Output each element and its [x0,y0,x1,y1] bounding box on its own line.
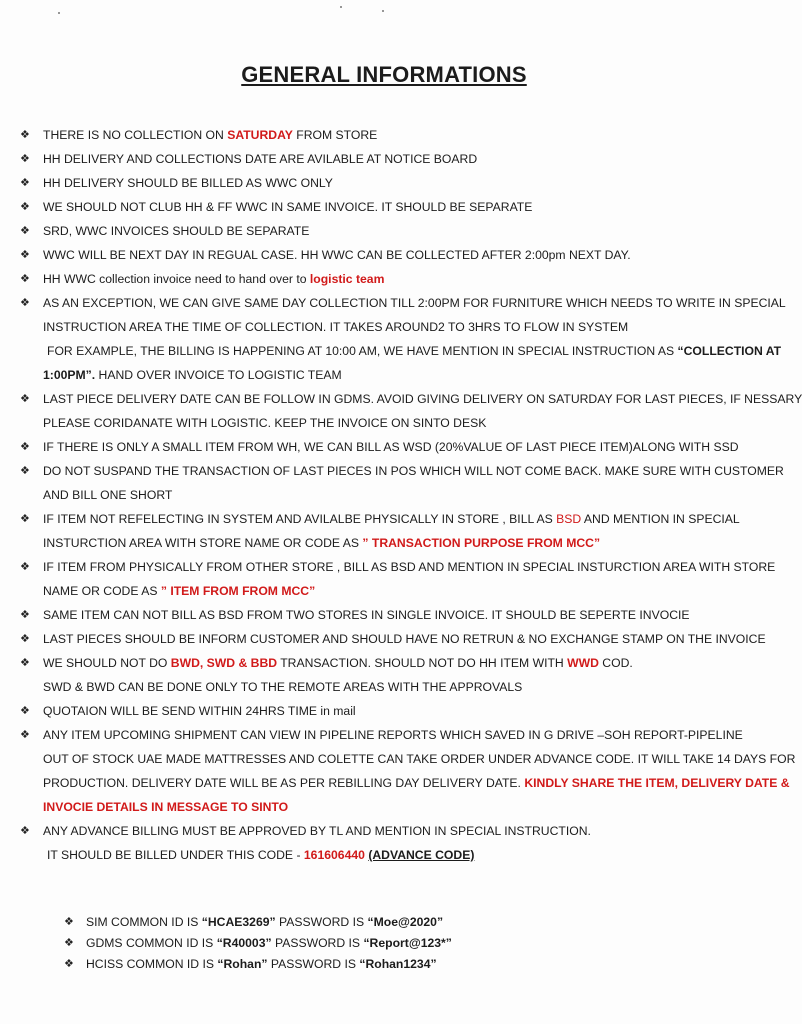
diamond-bullet-icon: ❖ [20,465,30,477]
scan-speck [340,6,342,8]
diamond-bullet-icon: ❖ [20,153,30,165]
diamond-bullet-icon: ❖ [20,201,30,213]
item-text: AND MENTION IN SPECIAL [581,512,740,526]
list-item [20,220,760,244]
diamond-bullet-icon: ❖ [20,729,30,741]
item-text: ANY ITEM UPCOMING SHIPMENT CAN VIEW IN PIPELINE REPORTS WHICH SAVED IN G DRIVE –SOH REPORT-PIPELINE [43,728,743,742]
item-text: WE SHOULD NOT CLUB HH & FF WWC IN SAME INVOICE. IT SHOULD BE SEPARATE [43,200,533,214]
credential-password: “Rohan1234” [359,957,437,971]
credentials-list [62,912,722,975]
diamond-bullet-icon: ❖ [20,705,30,717]
list-item [20,508,760,532]
credential-id: “R40003” [216,936,272,950]
item-text: HH DELIVERY SHOULD BE BILLED AS WWC ONLY [43,176,333,190]
item-text: FROM STORE [292,128,378,142]
item-text: PRODUCTION. DELIVERY DATE WILL BE AS PER REBILLING DAY DELIVERY DATE. [43,776,525,790]
item-text: HH DELIVERY AND COLLECTIONS DATE ARE AVILABLE AT NOTICE BOARD [43,152,478,166]
item-text: QUOTAION WILL BE SEND WITHIN 24HRS TIME in mail [43,704,356,718]
list-item [20,460,784,484]
credential-id: “HCAE3269” [201,915,276,929]
credential-label: HCISS COMMON ID IS [86,957,218,971]
diamond-bullet-icon: ❖ [20,129,30,141]
scan-speck [382,10,384,12]
list-item [20,244,760,268]
list-item [20,436,760,460]
highlight-text: WWD [567,656,599,670]
credential-label: SIM COMMON ID IS [86,915,202,929]
highlight-text: ” TRANSACTION PURPOSE FROM MCC” [362,536,601,550]
diamond-bullet-icon: ❖ [20,825,30,837]
list-item [20,604,760,628]
highlight-text: SATURDAY [227,128,293,142]
list-item-continuation [20,796,760,820]
diamond-bullet-icon: ❖ [64,937,74,949]
list-item [20,172,760,196]
list-item-continuation [20,316,760,340]
scan-speck [58,12,60,14]
page-title: GENERAL INFORMATIONS [241,62,527,87]
diamond-bullet-icon: ❖ [20,561,30,573]
item-text: HAND OVER INVOICE TO LOGISTIC TEAM [95,368,342,382]
diamond-bullet-icon: ❖ [20,513,30,525]
item-text: IF THERE IS ONLY A SMALL ITEM FROM WH, WE CAN BILL AS WSD (20%VALUE OF LAST PIECE ITEM)ALONG WITH SSD [43,440,739,454]
item-text: AS AN EXCEPTION, WE CAN GIVE SAME DAY COLLECTION TILL 2:00PM FOR FURNITURE WHICH NEEDS TO WRITE IN SPECIAL [43,296,786,310]
item-text: WWC WILL BE NEXT DAY IN REGUAL CASE. HH WWC CAN BE COLLECTED AFTER 2:00pm NEXT DAY. [43,248,631,262]
list-item-continuation [20,844,760,868]
list-item [20,652,760,676]
item-text: SRD, WWC INVOICES SHOULD BE SEPARATE [43,224,310,238]
highlight-text: BSD [556,512,582,526]
item-text: DO NOT SUSPAND THE TRANSACTION OF LAST PIECES IN POS WHICH WILL NOT COME BACK. MAKE SURE WITH CUSTOMER [43,464,784,478]
emphasis-text: “COLLECTION AT [677,344,782,358]
diamond-bullet-icon: ❖ [20,657,30,669]
list-item [20,628,766,652]
item-text: SWD & BWD CAN BE DONE ONLY TO THE REMOTE AREAS WITH THE APPROVALS [43,680,523,694]
diamond-bullet-icon: ❖ [20,297,30,309]
item-text: LAST PIECES SHOULD BE INFORM CUSTOMER AND SHOULD HAVE NO RETRUN & NO EXCHANGE STAMP ON THE INVOICE [43,632,766,646]
item-text: IT SHOULD BE BILLED UNDER THIS CODE - [47,848,304,862]
list-item [20,124,760,148]
diamond-bullet-icon: ❖ [64,916,74,928]
highlight-text: BWD, SWD & BBD [170,656,278,670]
item-text: OUT OF STOCK UAE MADE MATTRESSES AND COLETTE CAN TAKE ORDER UNDER ADVANCE CODE. IT WILL TAKE 14 DAYS FOR [43,752,796,766]
diamond-bullet-icon: ❖ [20,633,30,645]
credential-item [62,912,722,933]
list-item [20,724,760,748]
credential-id: “Rohan” [217,957,268,971]
list-item [20,388,802,412]
list-item-continuation [20,580,760,604]
item-text: IF ITEM FROM PHYSICALLY FROM OTHER STORE , BILL AS BSD AND MENTION IN SPECIAL INSTURCTION AREA WITH STORE [43,560,776,574]
item-text: HH WWC collection invoice need to hand over to [43,272,310,286]
item-text: THERE IS NO COLLECTION ON [43,128,228,142]
diamond-bullet-icon: ❖ [20,273,30,285]
item-text: TRANSACTION. SHOULD NOT DO HH ITEM WITH [277,656,568,670]
highlight-text: ” ITEM FROM FROM MCC” [160,584,316,598]
diamond-bullet-icon: ❖ [64,958,74,970]
diamond-bullet-icon: ❖ [20,177,30,189]
credential-password: “Report@123*” [363,936,452,950]
item-text: NAME OR CODE AS [43,584,161,598]
highlight-text: INVOCIE DETAILS IN MESSAGE TO SINTO [43,800,289,814]
item-text: AND BILL ONE SHORT [43,488,173,502]
list-item-continuation [20,532,760,556]
credential-label: PASSWORD IS [267,957,360,971]
item-text: FOR EXAMPLE, THE BILLING IS HAPPENING AT 10:00 AM, WE HAVE MENTION IN SPECIAL INSTRUCTION AS [47,344,678,358]
list-item-continuation [20,676,760,700]
credential-item [62,933,722,954]
list-item-continuation [20,748,796,772]
list-item [20,148,760,172]
credential-label: PASSWORD IS [271,936,364,950]
item-text: INSTRUCTION AREA THE TIME OF COLLECTION. IT TAKES AROUND2 TO 3HRS TO FLOW IN SYSTEM [43,320,629,334]
list-item [20,268,760,292]
list-item [20,556,776,580]
credential-label: PASSWORD IS [275,915,368,929]
credential-item [62,954,722,975]
item-text: WE SHOULD NOT DO [43,656,171,670]
highlight-text: logistic team [309,272,385,286]
diamond-bullet-icon: ❖ [20,393,30,405]
highlight-text: KINDLY SHARE THE ITEM, DELIVERY DATE & [524,776,790,790]
advance-code-label: (ADVANCE CODE) [368,848,475,862]
list-item [20,820,760,844]
item-text: LAST PIECE DELIVERY DATE CAN BE FOLLOW IN GDMS. AVOID GIVING DELIVERY ON SATURDAY FOR LAST PIECES, IF NESSARY [43,392,802,406]
list-item-continuation [20,484,760,508]
credential-password: “Moe@2020” [367,915,444,929]
list-item-continuation [20,364,760,388]
item-text: IF ITEM NOT REFELECTING IN SYSTEM AND AVILALBE PHYSICALLY IN STORE , BILL AS [43,512,557,526]
list-item-continuation [20,772,790,796]
credential-label: GDMS COMMON ID IS [86,936,217,950]
emphasis-text: 1:00PM”. [43,368,96,382]
item-text: ANY ADVANCE BILLING MUST BE APPROVED BY TL AND MENTION IN SPECIAL INSTRUCTION. [43,824,591,838]
item-text: INSTURCTION AREA WITH STORE NAME OR CODE AS [43,536,363,550]
item-text: PLEASE CORIDANATE WITH LOGISTIC. KEEP THE INVOICE ON SINTO DESK [43,416,487,430]
list-item-continuation [20,412,760,436]
diamond-bullet-icon: ❖ [20,225,30,237]
list-item [20,292,786,316]
info-list [20,124,802,868]
item-text: SAME ITEM CAN NOT BILL AS BSD FROM TWO STORES IN SINGLE INVOICE. IT SHOULD BE SEPERTE INVOCIE [43,608,690,622]
list-item-continuation [20,340,782,364]
list-item [20,196,760,220]
advance-code: 161606440 [303,848,365,862]
list-item [20,700,760,724]
diamond-bullet-icon: ❖ [20,609,30,621]
item-text: COD. [598,656,633,670]
diamond-bullet-icon: ❖ [20,249,30,261]
diamond-bullet-icon: ❖ [20,441,30,453]
